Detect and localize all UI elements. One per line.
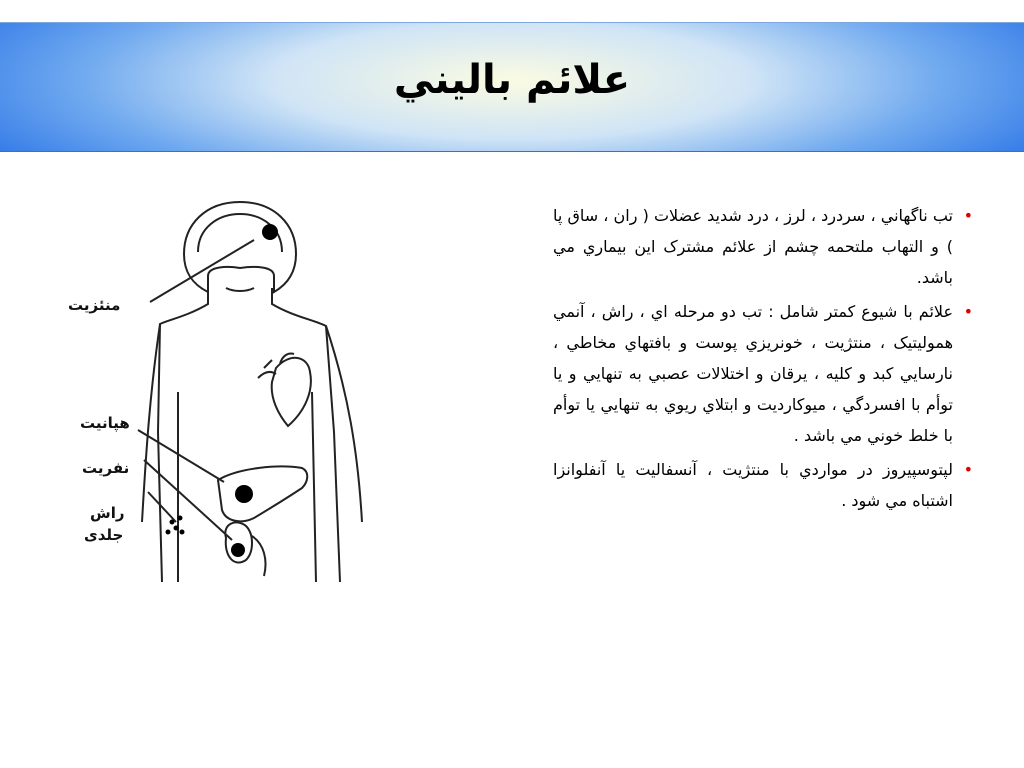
right-side [312, 392, 316, 582]
label-rash: راش [90, 504, 125, 522]
symptoms-text [553, 200, 973, 519]
rash-marks [166, 516, 185, 535]
mouth [226, 288, 254, 291]
meningitis-pointer [150, 240, 254, 302]
list-item [553, 454, 973, 516]
nephritis-pointer [144, 460, 232, 540]
torso-outline [158, 288, 208, 582]
slide-title: علائم باليني [393, 57, 631, 103]
label-skin: جلدی [84, 526, 124, 544]
label-hepatitis: هپانیت [80, 414, 130, 432]
head-outline [184, 202, 296, 292]
list-item-text: لپتوسپيروز در مواردي با منتژيت ، آنسفاليت يا آنفلوانزا اشتباه مي شود . [553, 460, 953, 510]
list-item-text: علائم با شيوع کمتر شامل : تب دو مرحله اي ، راش ، آنمي هموليتيک ، منتژيت ، خونريزي پوست و بافتهاي مخاطي ، نارسايي کبد و کليه ، يرقان و اختلالات عصبي به تنهايي و يا توأم با افسردگي ، ميوکارديت و ابتلاي ريوي به تنهايي يا توأم با خلط خوني مي باشد . [553, 302, 953, 445]
list-item-text: تب ناگهاني ، سردرد ، لرز ، درد شديد عضلات ( ران ، ساق پا ) و التهاب ملتحمه چشم از علائم مشترک اين بيماري مي باشد. [553, 206, 953, 287]
bullet-dot-icon: • [963, 302, 973, 321]
rash-pointer [148, 492, 176, 522]
bullet-list [553, 200, 973, 516]
label-meningitis: منئزیت [68, 296, 121, 314]
bullet-dot-icon: • [963, 206, 973, 225]
heart [258, 353, 311, 426]
right-arm [326, 326, 362, 522]
liver [218, 467, 307, 522]
liver-lesion-dot [235, 485, 253, 503]
title-banner [0, 22, 1024, 152]
brain-lesion-dot [262, 224, 278, 240]
kidney-lesion-dot [231, 543, 245, 557]
list-item [553, 200, 973, 293]
label-nephritis: نفریت [82, 459, 130, 477]
ureter [252, 536, 266, 576]
hepatitis-pointer [138, 430, 224, 482]
bullet-dot-icon: • [963, 460, 973, 479]
torso-outline-right [272, 288, 340, 582]
list-item [553, 296, 973, 451]
